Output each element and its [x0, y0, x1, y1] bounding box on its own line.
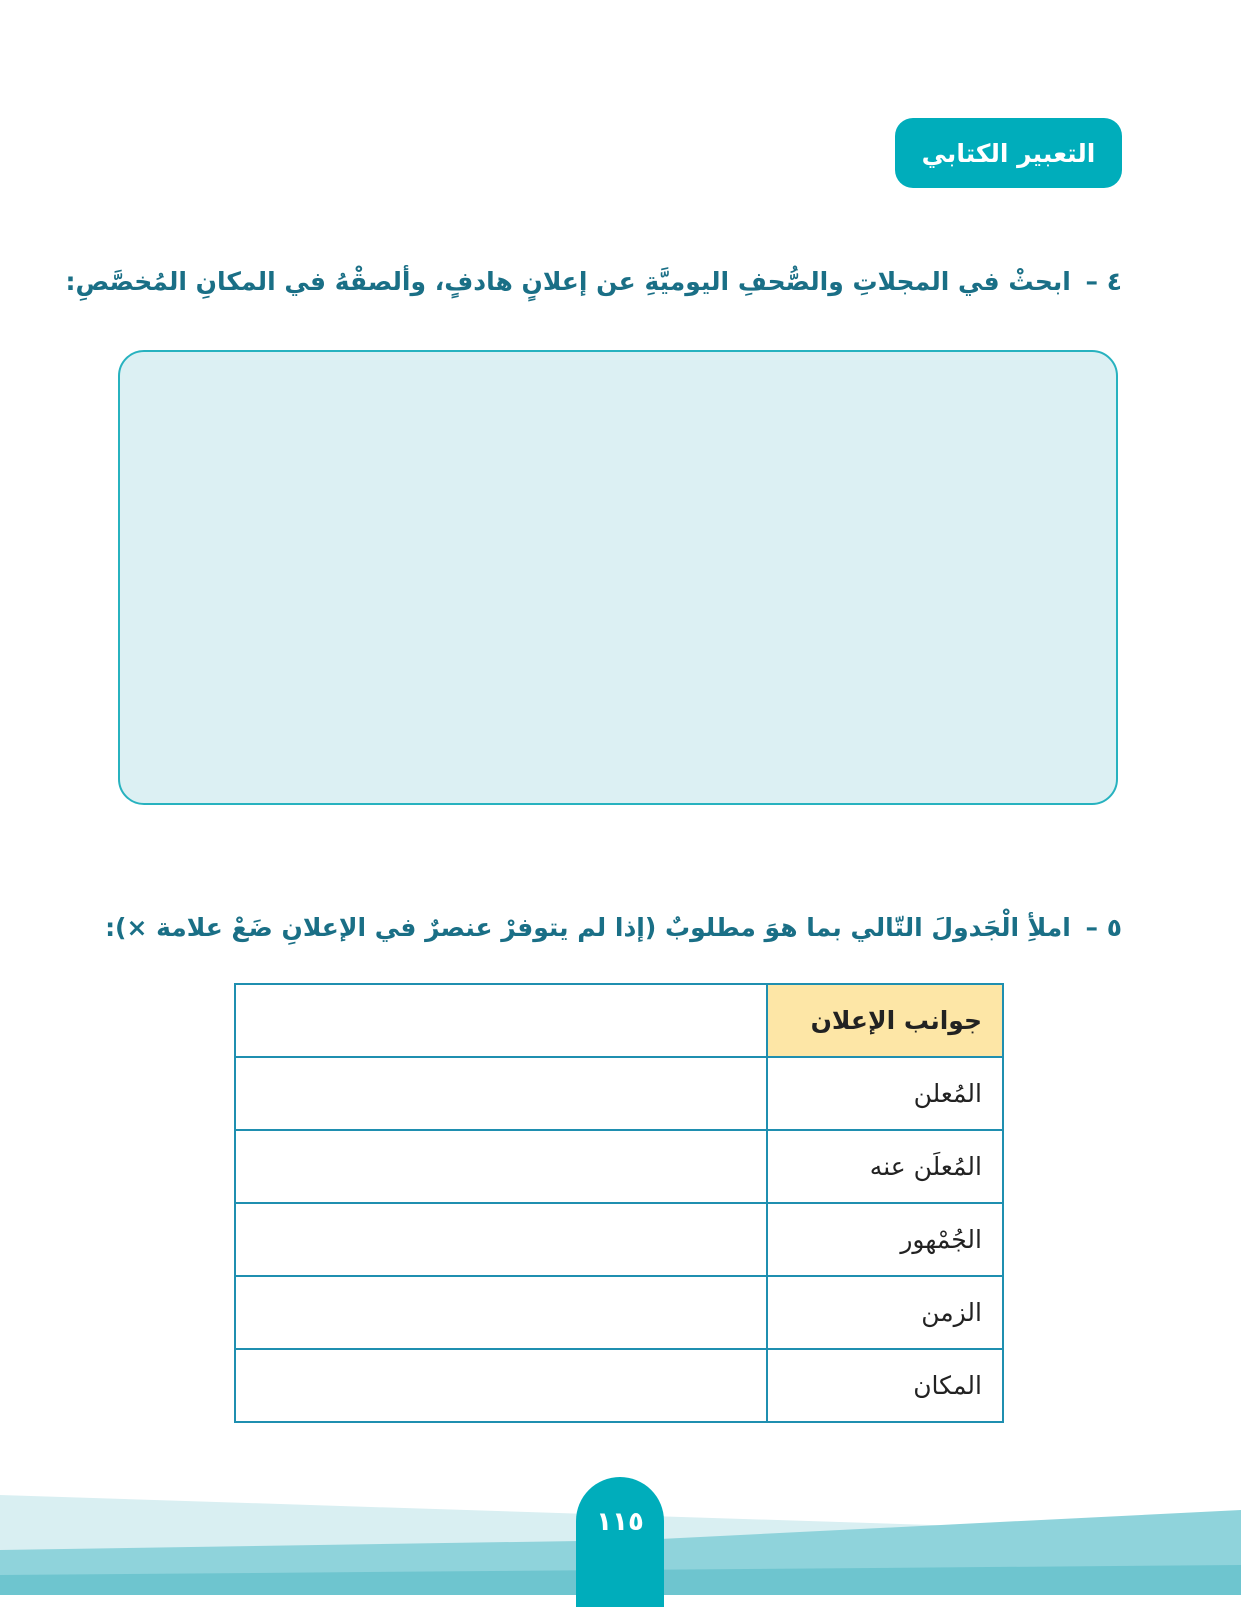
table-row — [235, 1349, 1003, 1422]
table-cell-aspect: المُعلن — [767, 1057, 1003, 1130]
table-header-aspects: جوانب الإعلان — [767, 984, 1003, 1057]
table-row — [235, 1130, 1003, 1203]
table-header-row — [235, 984, 1003, 1057]
page-number-tab — [576, 1477, 664, 1607]
table-cell-answer[interactable] — [235, 1276, 767, 1349]
table-cell-aspect: الجُمْهور — [767, 1203, 1003, 1276]
section-title: التعبير الكتابي — [921, 138, 1096, 168]
question-5 — [105, 908, 1122, 948]
table-cell-aspect: المُعلَن عنه — [767, 1130, 1003, 1203]
table-cell-answer[interactable] — [235, 1203, 767, 1276]
table-header-blank — [235, 984, 767, 1057]
question-5-text: املأِ الْجَدولَ التّالي بما هوَ مطلوبٌ (إذا لم يتوفرْ عنصرٌ في الإعلانِ ضَعْ علامة ×): — [105, 913, 1071, 942]
question-4 — [65, 262, 1122, 302]
ad-paste-area[interactable] — [118, 350, 1118, 805]
ad-aspects-table — [234, 983, 1004, 1423]
question-4-number: ٤ – — [1085, 267, 1122, 296]
table-cell-answer[interactable] — [235, 1349, 767, 1422]
table-cell-answer[interactable] — [235, 1057, 767, 1130]
table-row — [235, 1276, 1003, 1349]
question-5-number: ٥ – — [1085, 913, 1122, 942]
table-row — [235, 1057, 1003, 1130]
question-4-text: ابحثْ في المجلاتِ والصُّحفِ اليوميَّةِ عن إعلانٍ هادفٍ، وألصقْهُ في المكانِ المُخصَّصِ: — [65, 267, 1071, 296]
page-number: ١١٥ — [596, 1507, 644, 1537]
section-title-badge — [895, 118, 1122, 188]
table-cell-answer[interactable] — [235, 1130, 767, 1203]
table-row — [235, 1203, 1003, 1276]
table-cell-aspect: المكان — [767, 1349, 1003, 1422]
table-cell-aspect: الزمن — [767, 1276, 1003, 1349]
